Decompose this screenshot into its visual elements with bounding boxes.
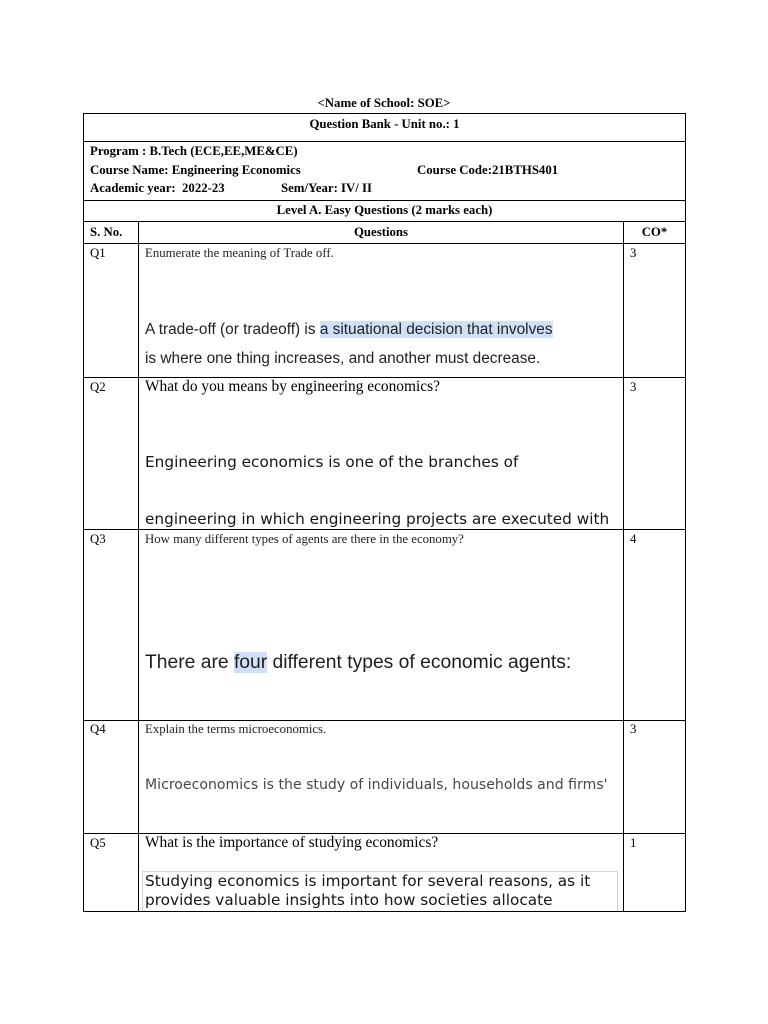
table-row [84, 720, 685, 833]
highlighted-text: a situational decision that involves [319, 320, 553, 338]
question-number: Q1 [90, 246, 106, 260]
question-text: Enumerate the meaning of Trade off. [145, 246, 334, 260]
sno-cell [84, 244, 139, 377]
header-questions-cell [139, 222, 624, 243]
header-questions: Questions [353, 224, 409, 239]
sno-cell [84, 834, 139, 911]
course-info-row [84, 141, 685, 200]
level-row [84, 200, 685, 221]
answer-line [145, 320, 614, 339]
title-row [84, 114, 685, 141]
co-value: 4 [630, 531, 637, 546]
answer-text [145, 567, 596, 720]
question-text: How many different types of agents are there in the economy? [145, 531, 464, 546]
co-cell [624, 378, 685, 529]
header-sno: S. No. [90, 224, 123, 239]
answer-line: provides valuable insights into how societies allocate [145, 891, 553, 909]
question-text: What is the importance of studying economics? [145, 834, 439, 851]
answer-segment: different types of economic agents: [267, 651, 572, 673]
answer-line [145, 644, 596, 683]
question-text: What do you means by engineering economics? [145, 378, 440, 395]
question-cell [139, 834, 624, 911]
question-text: Explain the terms microeconomics. [145, 721, 327, 736]
answer-segment: There are [145, 651, 234, 673]
answer-text-box [142, 871, 618, 911]
co-value: 3 [630, 246, 637, 260]
program-label: Program : B.Tech (ECE,EE,ME&CE) [90, 143, 298, 158]
academic-year-label: Academic year: 2022-23 [90, 180, 225, 195]
co-cell [624, 834, 685, 911]
table-header-row [84, 221, 685, 243]
co-value: 3 [630, 721, 637, 736]
answer-line: Engineering economics is one of the branches of [145, 452, 519, 471]
question-cell [139, 530, 624, 720]
question-number: Q2 [90, 380, 106, 394]
answer-segment: A trade-off (or tradeoff) is [145, 320, 320, 338]
course-name-label: Course Name: Engineering Economics [90, 162, 301, 177]
question-cell [139, 244, 624, 377]
co-cell [624, 721, 685, 833]
sno-cell [84, 378, 139, 529]
answer-line: engineering in which engineering projects are executed with [145, 509, 610, 528]
answer-line: is where one thing increases, and another must decrease. [145, 349, 541, 367]
question-number: Q5 [90, 835, 106, 850]
question-bank-table [83, 113, 686, 912]
sem-year-label: Sem/Year: IV/ II [281, 180, 372, 195]
question-bank-title: Question Bank - Unit no.: 1 [309, 116, 460, 131]
question-number: Q3 [90, 531, 106, 546]
table-row [84, 243, 685, 377]
answer-line: Studying economics is important for several reasons, as it [145, 872, 591, 890]
level-heading: Level A. Easy Questions (2 marks each) [276, 202, 493, 217]
course-code-label: Course Code:21BTHS401 [417, 162, 559, 177]
co-value: 1 [630, 835, 637, 850]
header-sno-cell [84, 222, 139, 243]
header-co: CO* [641, 224, 668, 239]
highlighted-text: four [233, 651, 268, 673]
question-cell [139, 721, 624, 833]
table-row [84, 529, 685, 720]
sno-cell [84, 530, 139, 720]
sno-cell [84, 721, 139, 833]
table-row [84, 833, 685, 911]
question-number: Q4 [90, 721, 106, 736]
co-value: 3 [630, 380, 637, 394]
header-co-cell [624, 222, 685, 243]
table-row [84, 377, 685, 529]
answer-line: Microeconomics is the study of individuals, households and firms' [145, 776, 608, 793]
school-name: <Name of School: SOE> [317, 96, 451, 110]
question-cell [139, 378, 624, 529]
answer-text [145, 738, 612, 834]
answer-text [145, 415, 609, 530]
co-cell [624, 530, 685, 720]
co-cell [624, 244, 685, 377]
